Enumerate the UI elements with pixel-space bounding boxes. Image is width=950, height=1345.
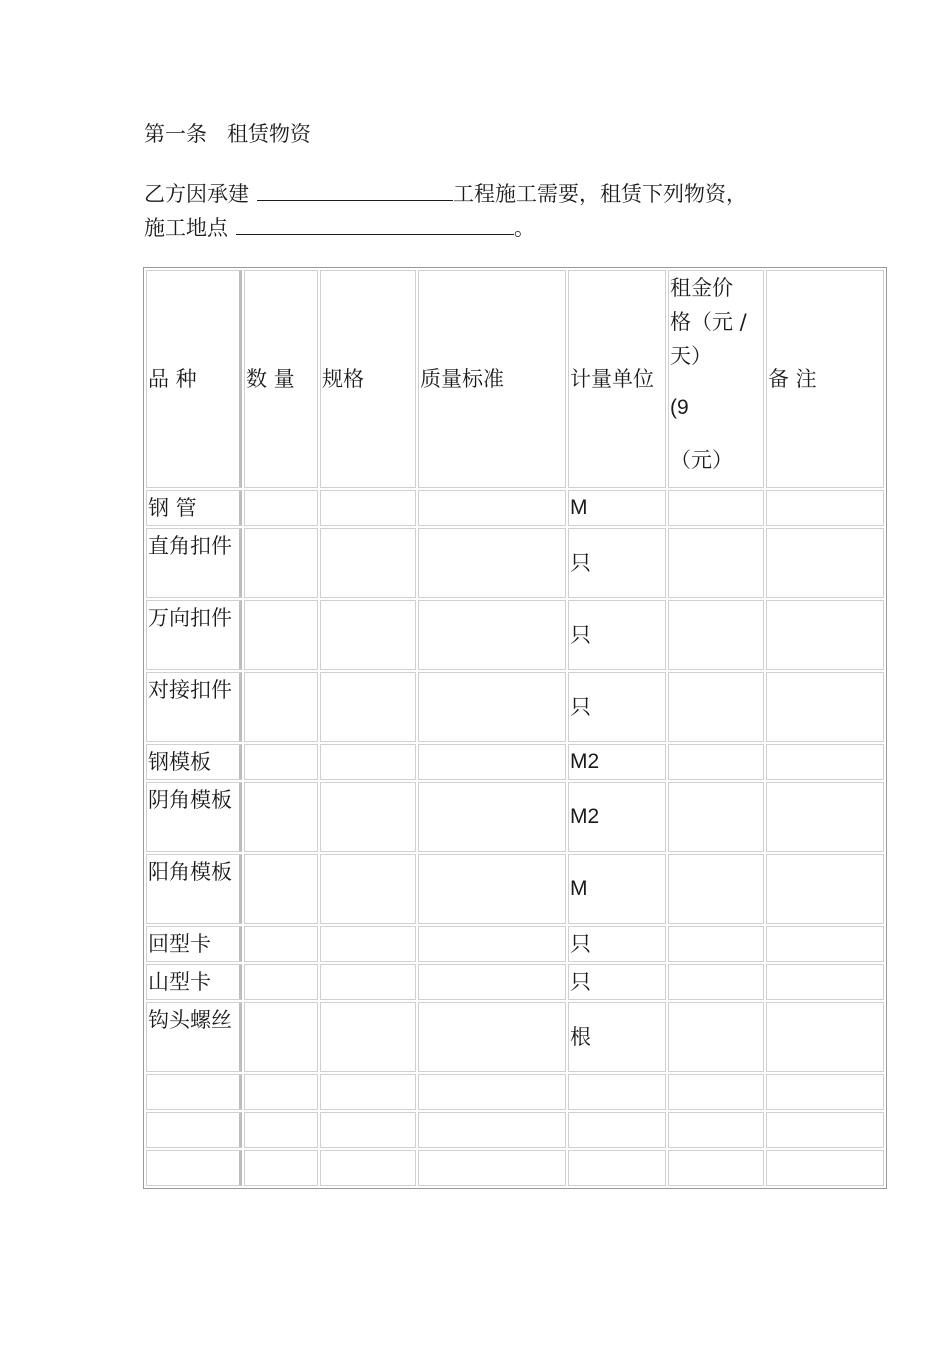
row-spec[interactable] [320,528,416,598]
header-spec: 规格 [320,270,416,488]
row-quantity[interactable] [244,1112,318,1148]
row-quantity[interactable] [244,744,318,780]
row-rent[interactable] [668,1074,764,1110]
header-quality: 质量标准 [418,270,566,488]
row-remarks[interactable] [766,1112,884,1148]
row-variety[interactable] [146,1150,242,1186]
row-spec[interactable] [320,672,416,742]
row-variety[interactable] [146,1074,242,1110]
row-remarks[interactable] [766,490,884,526]
row-unit: M [568,490,666,526]
table-empty-row [146,1112,884,1148]
row-unit: M [568,854,666,924]
table-row [146,782,884,852]
row-quality[interactable] [418,854,566,924]
row-unit: 只 [568,600,666,670]
row-unit: M2 [568,744,666,780]
row-quality[interactable] [418,926,566,962]
row-spec[interactable] [320,854,416,924]
row-rent[interactable] [668,1112,764,1148]
row-quantity[interactable] [244,926,318,962]
project-name-blank[interactable] [257,178,453,201]
row-remarks[interactable] [766,1150,884,1186]
row-quantity[interactable] [244,1002,318,1072]
row-spec[interactable] [320,1074,416,1110]
row-rent[interactable] [668,926,764,962]
header-remarks: 备 注 [766,270,884,488]
row-quantity[interactable] [244,600,318,670]
header-rent-line-2: 格（元 / [670,310,747,334]
row-quantity[interactable] [244,1150,318,1186]
row-quality[interactable] [418,1002,566,1072]
row-remarks[interactable] [766,964,884,1000]
row-quality[interactable] [418,528,566,598]
table-row [146,854,884,924]
row-spec[interactable] [320,1150,416,1186]
rental-materials-table [143,267,887,1189]
row-spec[interactable] [320,782,416,852]
row-rent[interactable] [668,854,764,924]
row-quality[interactable] [418,1150,566,1186]
row-rent[interactable] [668,490,764,526]
row-variety: 万向扣件 [146,600,242,670]
row-quantity[interactable] [244,782,318,852]
table-header-row [146,270,884,488]
intro-line-2 [144,212,535,242]
row-variety: 回型卡 [146,926,242,962]
row-remarks[interactable] [766,528,884,598]
table-row [146,528,884,598]
row-remarks[interactable] [766,782,884,852]
row-unit[interactable] [568,1074,666,1110]
row-rent[interactable] [668,600,764,670]
row-variety: 钩头螺丝 [146,1002,242,1072]
row-remarks[interactable] [766,1074,884,1110]
row-rent[interactable] [668,782,764,852]
row-quantity[interactable] [244,490,318,526]
row-quantity[interactable] [244,528,318,598]
row-rent[interactable] [668,528,764,598]
row-rent[interactable] [668,964,764,1000]
row-variety: 阴角模板 [146,782,242,852]
row-quality[interactable] [418,600,566,670]
row-unit: M2 [568,782,666,852]
row-unit: 只 [568,528,666,598]
row-spec[interactable] [320,490,416,526]
header-rent-line-1: 租金价 [670,276,733,300]
row-variety: 钢模板 [146,744,242,780]
row-spec[interactable] [320,744,416,780]
row-rent[interactable] [668,672,764,742]
row-rent[interactable] [668,744,764,780]
row-unit: 只 [568,964,666,1000]
table-row [146,964,884,1000]
row-quantity[interactable] [244,1074,318,1110]
row-unit: 只 [568,926,666,962]
row-remarks[interactable] [766,672,884,742]
row-unit: 根 [568,1002,666,1072]
row-quality[interactable] [418,1074,566,1110]
row-variety: 直角扣件 [146,528,242,598]
row-spec[interactable] [320,1112,416,1148]
table-row [146,744,884,780]
table-empty-row [146,1074,884,1110]
row-variety: 对接扣件 [146,672,242,742]
row-variety: 山型卡 [146,964,242,1000]
intro-text-site: 施工地点 [144,216,228,240]
row-remarks[interactable] [766,854,884,924]
intro-text-after-project: 工程施工需要，租赁下列物资， [453,182,747,206]
table-row [146,490,884,526]
row-quality[interactable] [418,490,566,526]
intro-text-end: 。 [514,216,535,240]
row-remarks[interactable] [766,744,884,780]
row-variety[interactable] [146,1112,242,1148]
row-quantity[interactable] [244,964,318,1000]
row-remarks[interactable] [766,926,884,962]
row-spec[interactable] [320,1002,416,1072]
row-quality[interactable] [418,1112,566,1148]
table-empty-row [146,1150,884,1186]
row-variety: 阳角模板 [146,854,242,924]
row-unit[interactable] [568,1112,666,1148]
row-quality[interactable] [418,744,566,780]
row-quantity[interactable] [244,672,318,742]
header-rent-line-4: (9 [670,396,689,419]
row-spec[interactable] [320,926,416,962]
row-rent[interactable] [668,1150,764,1186]
row-unit[interactable] [568,1150,666,1186]
article-heading: 第一条 租赁物资 [144,122,312,146]
row-quality[interactable] [418,782,566,852]
row-spec[interactable] [320,600,416,670]
row-unit: 只 [568,672,666,742]
table-row [146,600,884,670]
table-row [146,1002,884,1072]
header-rent-line-5: （元） [670,448,733,472]
row-remarks[interactable] [766,1002,884,1072]
intro-text-before-project: 乙方因承建 [144,182,249,206]
table-row [146,672,884,742]
row-quality[interactable] [418,964,566,1000]
intro-line-1 [144,178,747,208]
header-rent-line-3: 天） [670,344,712,368]
header-variety: 品 种 [146,270,242,488]
header-rent-price [668,270,764,488]
row-variety: 钢 管 [146,490,242,526]
table-row [146,926,884,962]
row-quality[interactable] [418,672,566,742]
row-spec[interactable] [320,964,416,1000]
row-remarks[interactable] [766,600,884,670]
header-quantity: 数 量 [244,270,318,488]
row-quantity[interactable] [244,854,318,924]
construction-site-blank[interactable] [236,212,514,235]
row-rent[interactable] [668,1002,764,1072]
header-unit: 计量单位 [568,270,666,488]
